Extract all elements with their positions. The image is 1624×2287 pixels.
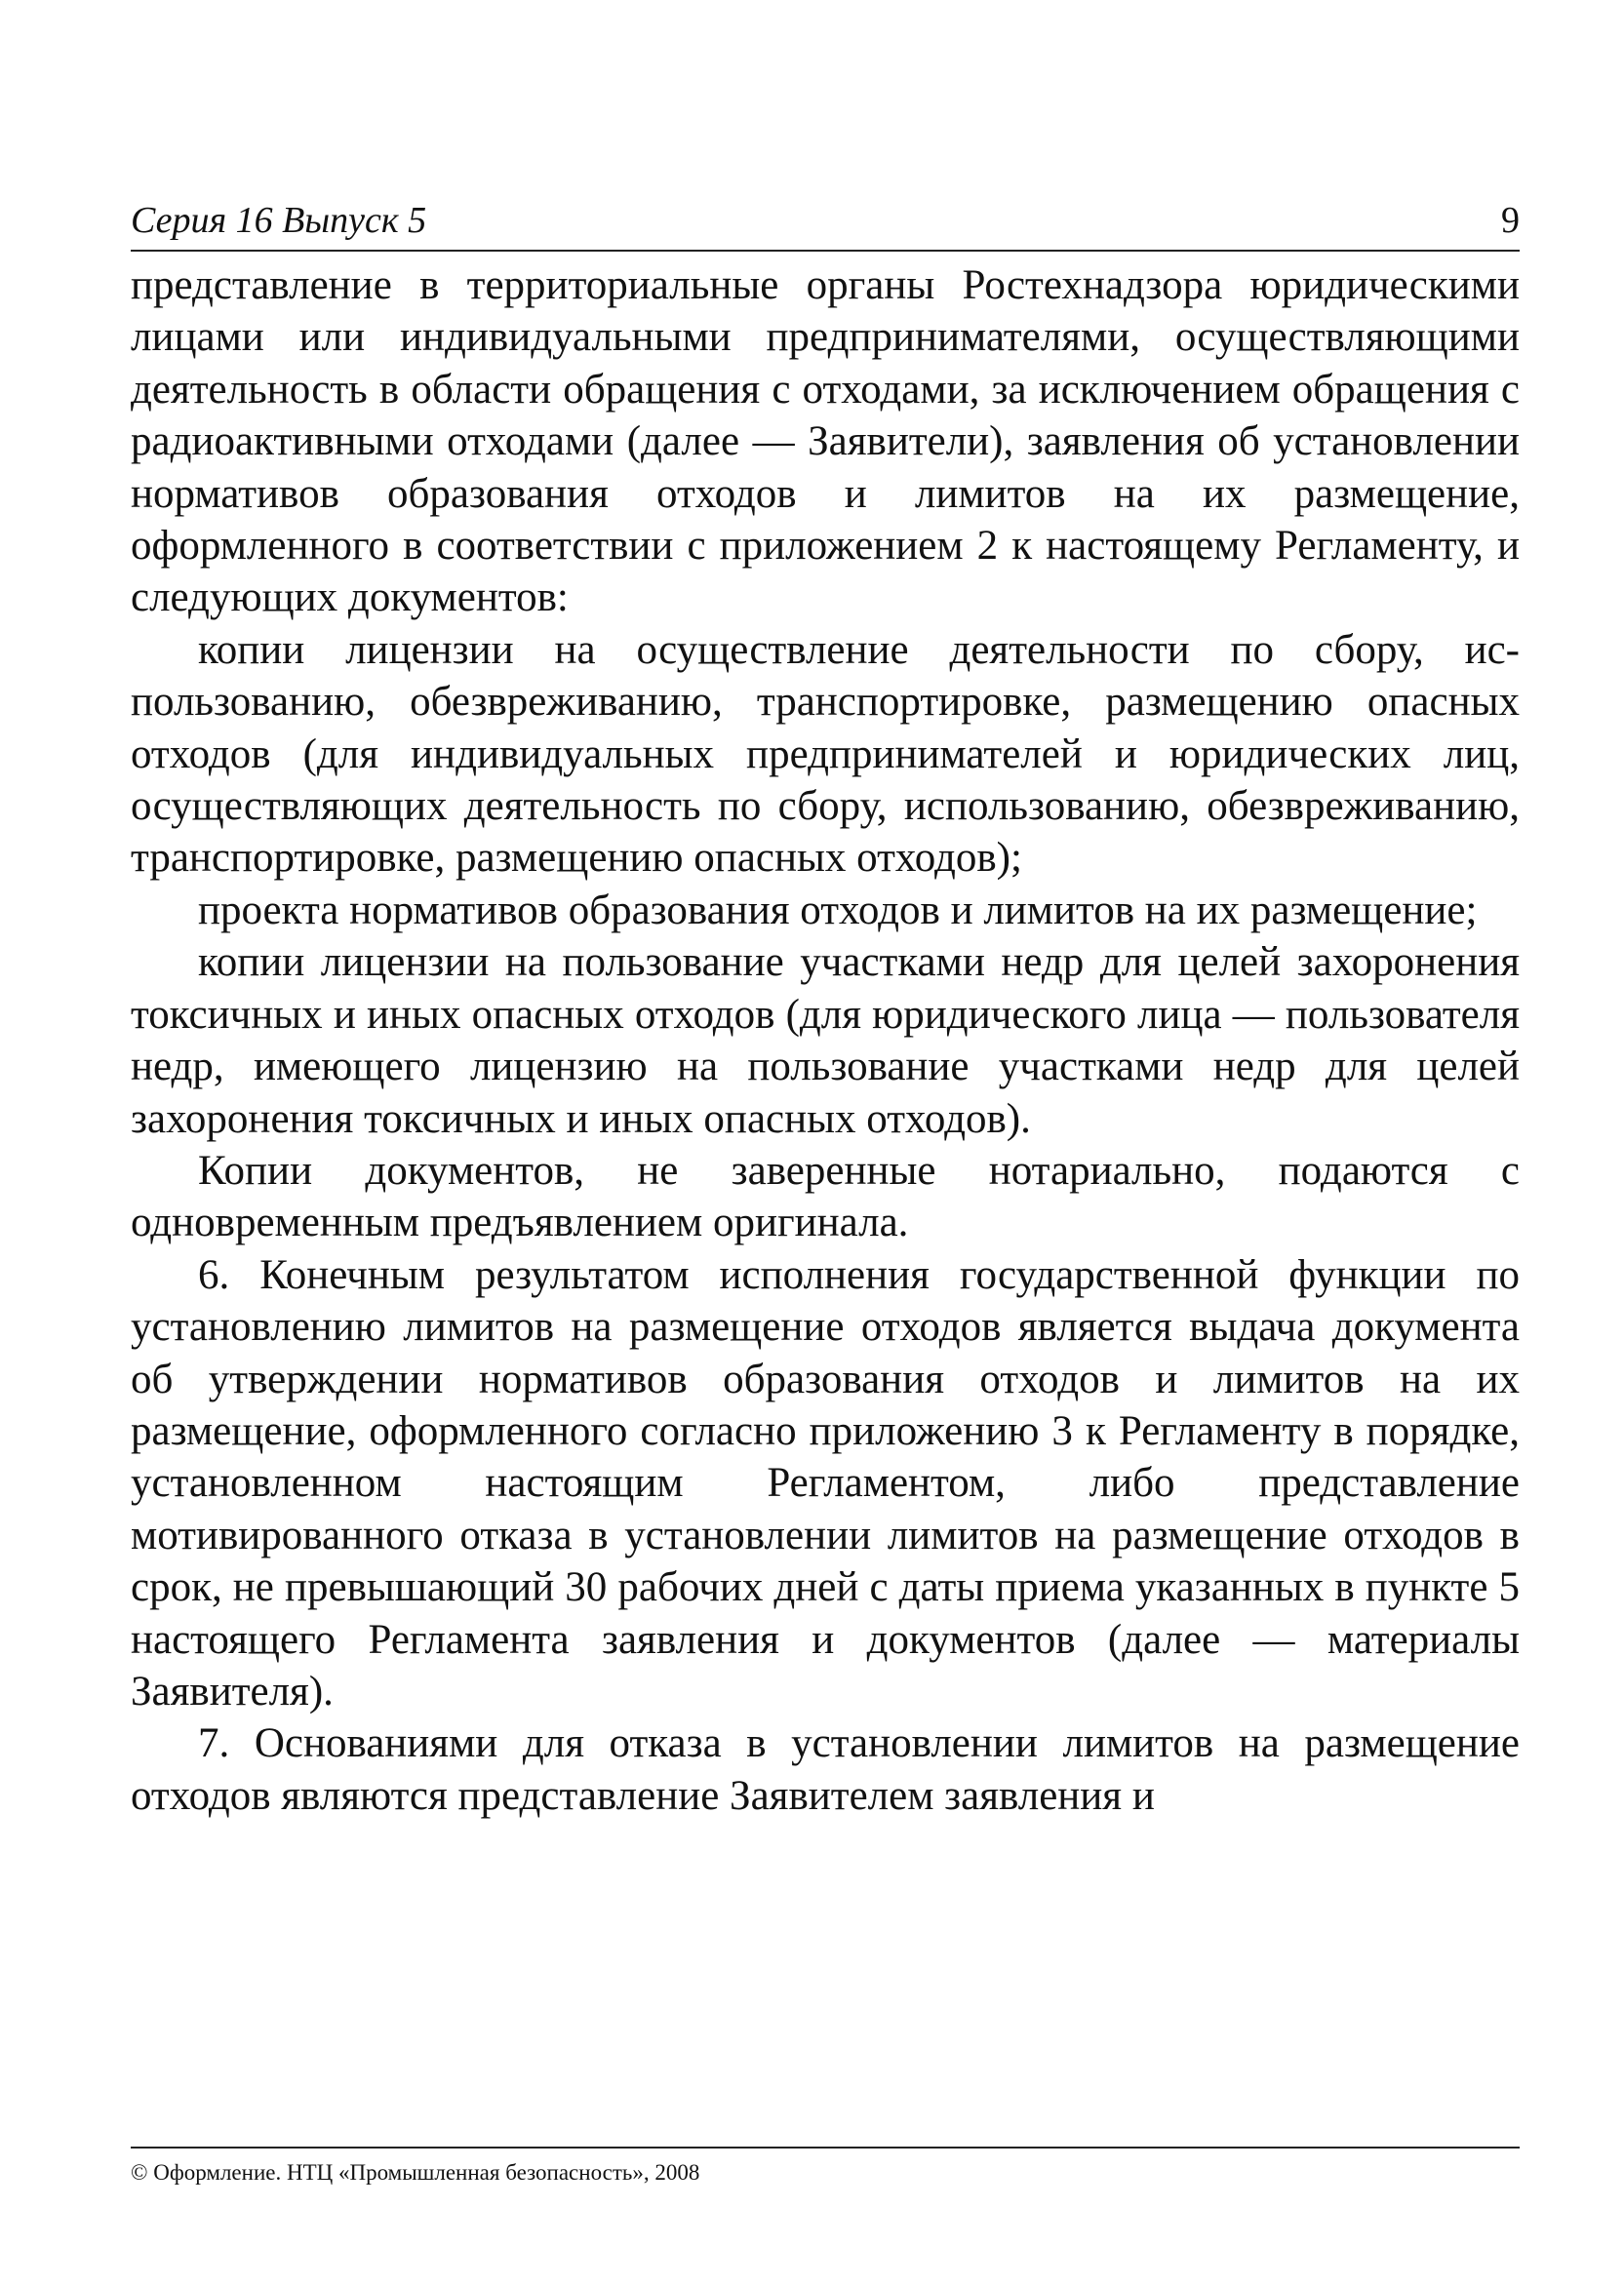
- paragraph-subsoil-license: копии лицензии на пользование участками недр для целей захоронения токсичных и иных опасных отходов (для юридического лица — пользователя недр, имеющего лицензию на пользование участками недр для целей захоронения токсичных и иных опасных отходов).: [131, 939, 1520, 1142]
- paragraph-item-7: 7. Основаниями для отказа в установлении лимитов на размещение отходов являются представление Заявителем заявления и: [131, 1720, 1520, 1819]
- series-label: Серия 16 Выпуск 5: [131, 200, 427, 241]
- copyright-notice: © Оформление. НТЦ «Промышленная безопасность», 2008: [131, 2160, 700, 2185]
- paragraph-document-copies: Копии документов, не заверенные нотариально, подаются с одновременным предъявлением оригинала.: [131, 1147, 1520, 1246]
- running-header: [131, 195, 1520, 252]
- body-text: [131, 259, 1520, 1822]
- paragraph-item-6: 6. Конечным результатом исполнения государственной функции по установлению лимитов на размещение отходов является выдача документа об утверждении нормативов образования отходов и лимитов на их размещение, оформленного согласно приложению 3 к Регламенту в порядке, установленном настоящим Регламентом, либо представление мотивированного отказа в установлении лимитов на размещение отходов в срок, не превышающий 30 рабочих дней с даты приема указанных в пункте 5 настоящего Регламента заявления и документов (далее — материалы Заявителя).: [131, 1251, 1520, 1715]
- paragraph-draft-norms: проекта нормативов образования отходов и лимитов на их размещение;: [198, 887, 1478, 933]
- page-number: 9: [1501, 200, 1520, 241]
- page-footer: [131, 2147, 1520, 2188]
- document-page: [131, 195, 1520, 2146]
- paragraph-continuation: представление в территориальные органы Ростехнадзора юридическими лицами или индивидуальными предпринимателями, осуществляющими деятельность в области обращения с отходами, за исключением обращения с радиоактивными отходами (далее — Заявители), заявления об установлении нормативов образования отходов и лимитов на их размещение, оформленного в соответствии с приложением 2 к настоящему Регламенту, и следующих документов:: [131, 262, 1520, 621]
- paragraph-license-copies: копии лицензии на осуществление деятельности по сбору, использованию, обезвреживанию, транспортировке, размещению опасных отходов (для индивидуальных предпринимателей и юридических лиц, осуществляющих деятельность по сбору, использованию, обезвреживанию, транспортировке, размещению опасных отходов);: [131, 626, 1520, 882]
